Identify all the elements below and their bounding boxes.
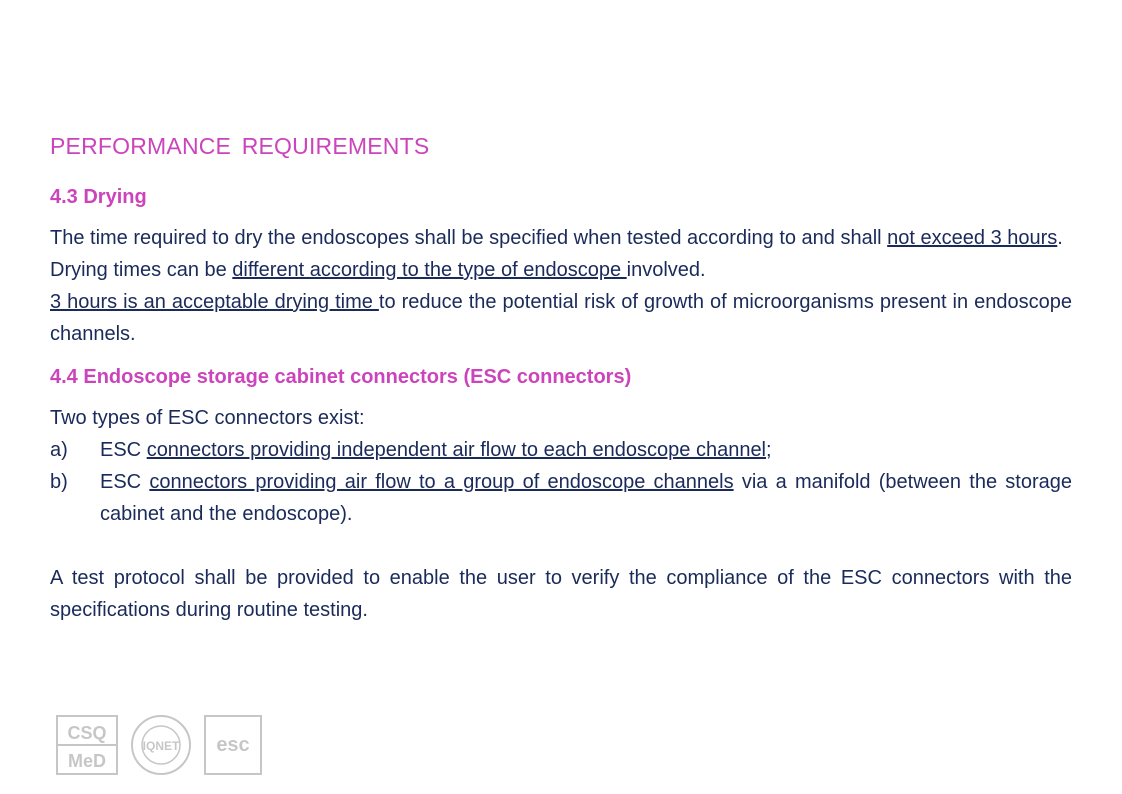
list-marker: b) — [50, 471, 68, 493]
list-item-text — [100, 466, 1072, 530]
drying-paragraph-3 — [50, 286, 1072, 350]
list-item-prefix: ESC — [100, 471, 150, 493]
drying-p1-underlined: not exceed 3 hours — [887, 227, 1058, 249]
iqnet-logo-text: IQNET — [142, 739, 180, 753]
esc-logo-text: esc — [216, 734, 250, 756]
iqnet-seal-logo — [128, 714, 194, 776]
list-item-suffix: via a manifold (between the storage cabinet and the endoscope). — [100, 471, 1072, 525]
med-logo-text: MeD — [67, 751, 107, 771]
drying-p2-end: involved. — [626, 259, 706, 281]
drying-p2-underlined: different according to the type of endoscope — [232, 259, 627, 281]
drying-p3-underlined: 3 hours is an acceptable drying time — [50, 291, 379, 313]
list-item — [50, 434, 1072, 466]
drying-p1-end: . — [1057, 227, 1063, 249]
list-item-text — [100, 434, 1072, 466]
list-item-prefix: ESC — [100, 439, 147, 461]
csq-med-logo — [56, 715, 118, 775]
list-item — [50, 466, 1072, 530]
esc-logo — [204, 715, 262, 775]
section-4-3 — [50, 184, 1072, 350]
slide-content — [50, 130, 1072, 626]
drying-paragraph-1 — [50, 222, 1072, 254]
esc-types-list — [50, 434, 1072, 530]
spacer — [50, 530, 1072, 562]
list-item-suffix: ; — [766, 439, 772, 461]
csq-logo-text: CSQ — [67, 723, 107, 743]
drying-p2-text: Drying times can be — [50, 259, 233, 281]
esc-closing-paragraph: A test protocol shall be provided to enable the user to verify the compliance of the ESC connectors with the specifications during routine testing. — [50, 567, 1072, 621]
footer-logos — [56, 714, 262, 776]
section-heading-esc: 4.4 Endoscope storage cabinet connectors (ESC connectors) — [50, 366, 632, 388]
list-marker: a) — [50, 439, 68, 461]
list-item-underlined: connectors providing independent air flow to each endoscope channel — [146, 439, 767, 461]
section-heading-drying: 4.3 Drying — [50, 186, 147, 208]
drying-p3-text: to reduce the potential risk of growth of microorganisms present in endoscope channels. — [50, 291, 1072, 345]
page-title: PERFORMANCE REQUIREMENTS — [50, 133, 430, 159]
esc-intro: Two types of ESC connectors exist: — [50, 407, 365, 429]
list-item-underlined: connectors providing air flow to a group of endoscope channels — [149, 471, 734, 493]
section-4-4 — [50, 364, 1072, 626]
drying-p1-text: The time required to dry the endoscopes shall be specified when tested according to and shall — [50, 227, 888, 249]
drying-paragraph-2 — [50, 254, 1072, 286]
